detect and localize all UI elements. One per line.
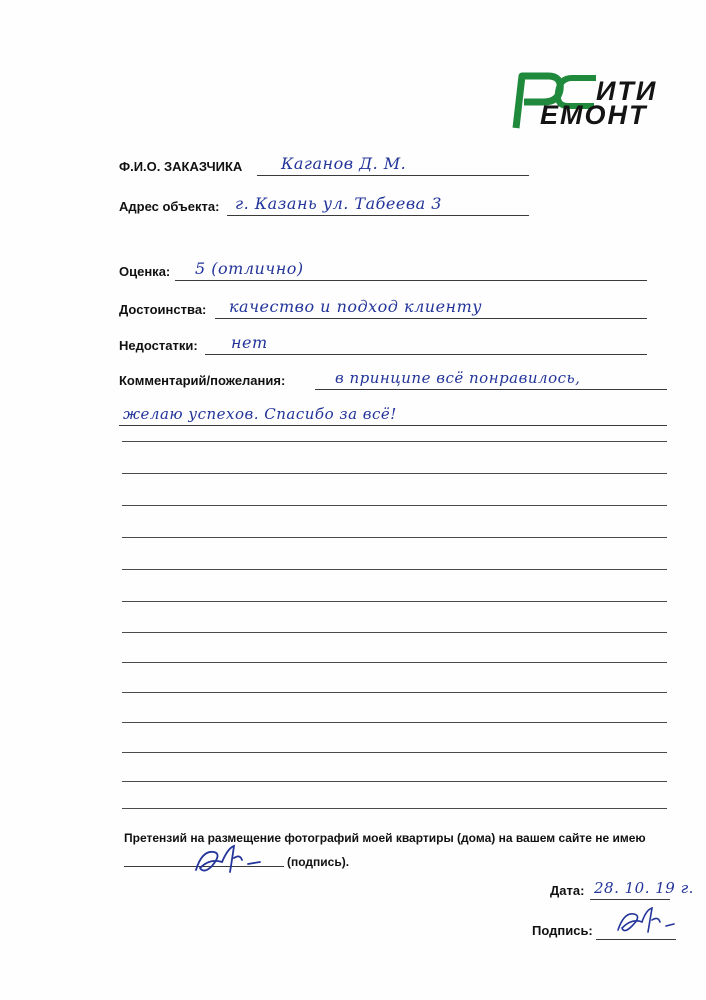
pros-line	[215, 318, 647, 319]
consent-signature[interactable]	[188, 840, 278, 885]
address-row	[119, 190, 529, 216]
logo-text-bottom: ЕМОНТ	[540, 100, 648, 130]
comments-value-2[interactable]: желаю успехов. Спасибо за всё!	[123, 405, 397, 423]
rating-value[interactable]: 5 (отлично)	[195, 259, 304, 278]
blank-line	[122, 752, 667, 753]
pros-row	[119, 293, 647, 319]
date-row	[550, 874, 694, 900]
signature-icon	[612, 904, 682, 938]
customer-value[interactable]: Каганов Д. М.	[281, 154, 407, 173]
comments-row-2	[119, 400, 667, 426]
rating-label: Оценка:	[119, 264, 171, 279]
company-logo	[510, 64, 670, 134]
comments-value-1[interactable]: в принципе всё понравилось,	[335, 369, 581, 387]
address-label: Адрес объекта:	[119, 199, 220, 214]
customer-line	[257, 175, 529, 176]
blank-line	[122, 505, 667, 506]
comments-line-2	[119, 425, 667, 426]
signature-caption: (подпись).	[287, 855, 350, 869]
blank-line	[122, 441, 667, 442]
date-label: Дата:	[550, 883, 585, 898]
address-line	[227, 215, 529, 216]
date-line	[590, 899, 670, 900]
rating-line	[175, 280, 647, 281]
signature-row	[532, 914, 682, 940]
customer-label: Ф.И.О. ЗАКАЗЧИКА	[119, 159, 243, 174]
signature-label: Подпись:	[532, 923, 593, 938]
comments-line-1	[315, 389, 667, 390]
final-signature[interactable]	[612, 904, 682, 943]
address-value[interactable]: г. Казань ул. Табеева 3	[235, 194, 442, 213]
blank-line	[122, 473, 667, 474]
comments-label: Комментарий/пожелания:	[119, 373, 286, 388]
blank-line	[122, 808, 667, 809]
cons-row	[119, 329, 647, 355]
blank-line	[122, 662, 667, 663]
blank-line	[122, 569, 667, 570]
logo-text-top: ИТИ	[596, 76, 658, 106]
pros-label: Достоинства:	[119, 302, 207, 317]
cons-line	[205, 354, 647, 355]
cons-value[interactable]: нет	[231, 333, 268, 352]
blank-line	[122, 632, 667, 633]
signature-icon	[188, 840, 278, 880]
cons-label: Недостатки:	[119, 338, 198, 353]
consent-text: Претензий на размещение фотографий моей квартиры (дома) на вашем сайте не имею	[124, 831, 646, 845]
pros-value[interactable]: качество и подход клиенту	[229, 297, 483, 316]
rating-row	[119, 255, 647, 281]
blank-line	[122, 601, 667, 602]
blank-line	[122, 781, 667, 782]
customer-row	[119, 150, 529, 176]
blank-line	[122, 692, 667, 693]
comments-row	[119, 364, 667, 390]
blank-line	[122, 722, 667, 723]
blank-line	[122, 537, 667, 538]
date-value[interactable]: 28. 10. 19 г.	[594, 879, 694, 897]
